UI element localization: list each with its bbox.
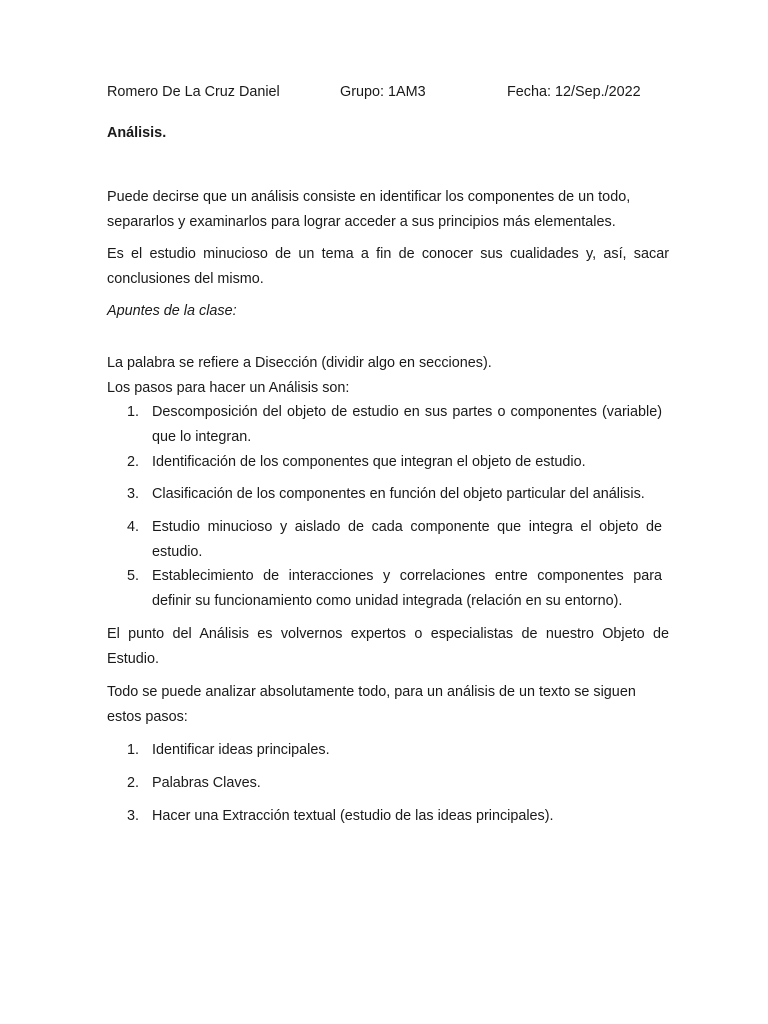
list-item (127, 515, 662, 565)
text-steps-list (127, 738, 662, 763)
list-item (127, 450, 662, 475)
list-item-number: 1. (127, 742, 140, 758)
list-item (127, 400, 662, 450)
list-item-text: Palabras Claves. (152, 775, 261, 791)
text-steps-list (127, 804, 662, 829)
list-item-number: 2. (127, 454, 140, 470)
list-item-text: Estudio minucioso y aislado de cada componente que integra el objeto de estudio. (152, 519, 662, 560)
list-item-text: Establecimiento de interacciones y correlaciones entre componentes para definir su funcionamiento como unidad integrada (relación en su entorno). (152, 568, 662, 609)
list-item (127, 482, 662, 507)
list-item (127, 804, 662, 829)
list-item-number: 5. (127, 568, 140, 584)
list-item (127, 738, 662, 763)
document-title: Análisis. (107, 125, 167, 141)
closing-paragraph-2: Todo se puede analizar absolutamente todo, para un análisis de un texto se siguen estos pasos: (107, 684, 636, 725)
list-item-number: 4. (127, 519, 140, 535)
group-label: Grupo: 1AM3 (340, 84, 426, 100)
list-item-text: Hacer una Extracción textual (estudio de las ideas principales). (152, 808, 554, 824)
analysis-steps-list (127, 450, 662, 475)
closing-paragraph-1: El punto del Análisis es volvernos expertos o especialistas de nuestro Objeto de Estudio. (107, 626, 669, 667)
notes-heading: Apuntes de la clase: (107, 303, 237, 319)
list-item (127, 564, 662, 614)
list-item-text: Clasificación de los componentes en función del objeto particular del análisis. (152, 486, 645, 502)
notes-paragraph-2: Los pasos para hacer un Análisis son: (107, 380, 350, 396)
list-item-text: Descomposición del objeto de estudio en sus partes o componentes (variable) que lo integran. (152, 404, 662, 445)
list-item-text: Identificación de los componentes que integran el objeto de estudio. (152, 454, 586, 470)
student-name: Romero De La Cruz Daniel (107, 84, 280, 100)
intro-paragraph-1: Puede decirse que un análisis consiste en identificar los componentes de un todo, separarlos y examinarlos para lograr acceder a sus principios más elementales. (107, 189, 631, 230)
analysis-steps-list (127, 482, 662, 507)
list-item-number: 2. (127, 775, 140, 791)
analysis-steps-list (127, 400, 662, 450)
list-item-text: Identificar ideas principales. (152, 742, 330, 758)
analysis-steps-list (127, 564, 662, 614)
text-steps-list (127, 771, 662, 796)
list-item-number: 3. (127, 808, 140, 824)
document-header (107, 84, 707, 104)
list-item-number: 3. (127, 486, 140, 502)
analysis-steps-list (127, 515, 662, 565)
list-item-number: 1. (127, 404, 140, 420)
date-label: Fecha: 12/Sep./2022 (507, 84, 641, 100)
intro-paragraph-2: Es el estudio minucioso de un tema a fin de conocer sus cualidades y, así, sacar conclusiones del mismo. (107, 246, 669, 287)
list-item (127, 771, 662, 796)
notes-paragraph-1: La palabra se refiere a Disección (dividir algo en secciones). (107, 355, 492, 371)
